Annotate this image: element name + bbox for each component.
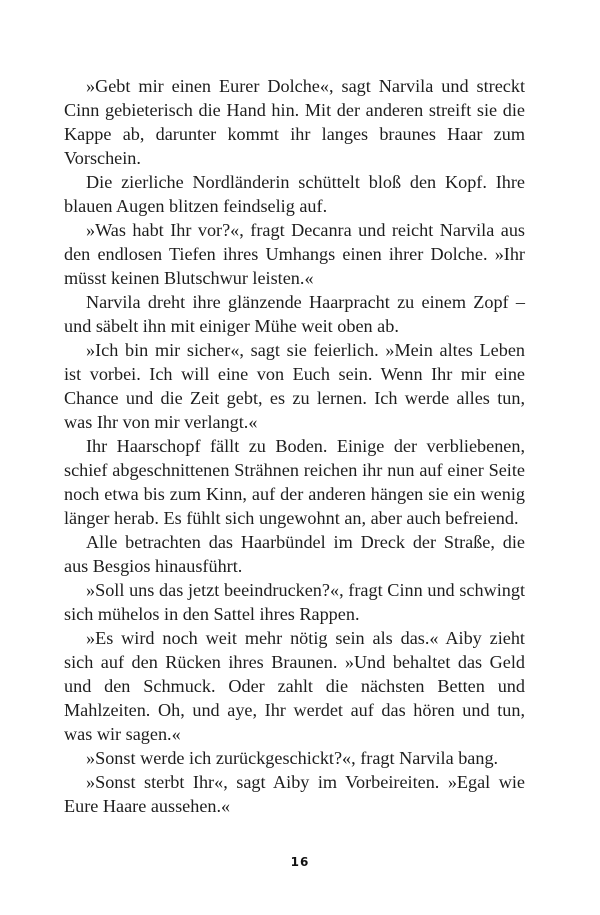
paragraph: »Was habt Ihr vor?«, fragt Decanra und reicht Narvila aus den endlosen Tiefen ihres Umhangs einen ihrer Dolche. »Ihr müsst keinen Blutschwur leisten.« (64, 220, 525, 288)
paragraph: »Sonst werde ich zurückgeschickt?«, fragt Narvila bang. (86, 748, 499, 768)
paragraph: Ihr Haarschopf fällt zu Boden. Einige der verbliebenen, schief abgeschnittenen Strähnen reichen ihr nun auf einer Seite noch etwa bis zum Kinn, auf der anderen hängen sie ein wenig länger herab. Es fühlt sich ungewohnt an, aber auch befreiend. (64, 436, 525, 528)
page-number: 16 (290, 855, 310, 869)
paragraph: »Ich bin mir sicher«, sagt sie feierlich. »Mein altes Leben ist vorbei. Ich will eine von Euch sein. Wenn Ihr mir eine Chance und die Zeit gebt, es zu lernen. Ich werde alles tun, was Ihr von mir verlangt.« (64, 340, 525, 432)
paragraph: »Es wird noch weit mehr nötig sein als das.« Aiby zieht sich auf den Rücken ihres Braunen. »Und behaltet das Geld und den Schmuck. Oder zahlt die nächsten Betten und Mahlzeiten. Oh, und aye, Ihr werdet auf das hören und tun, was wir sagen.« (64, 628, 525, 744)
paragraph: »Sonst sterbt Ihr«, sagt Aiby im Vorbeireiten. »Egal wie Eure Haare aussehen.« (64, 772, 525, 816)
paragraph: »Gebt mir einen Eurer Dolche«, sagt Narvila und streckt Cinn gebieterisch die Hand hin. Mit der anderen streift sie die Kappe ab, darunter kommt ihr langes braunes Haar zum Vorschein. (64, 76, 525, 168)
paragraph: Narvila dreht ihre glänzende Haarpracht zu einem Zopf – und säbelt ihn mit einiger Mühe weit oben ab. (64, 292, 525, 336)
paragraph: »Soll uns das jetzt beeindrucken?«, fragt Cinn und schwingt sich mühelos in den Sattel ihres Rappen. (64, 580, 525, 624)
paragraph: Die zierliche Nordländerin schüttelt bloß den Kopf. Ihre blauen Augen blitzen feindselig auf. (64, 172, 525, 216)
body-text (64, 74, 525, 818)
paragraph: Alle betrachten das Haarbündel im Dreck der Straße, die aus Besgios hinausführt. (64, 532, 525, 576)
